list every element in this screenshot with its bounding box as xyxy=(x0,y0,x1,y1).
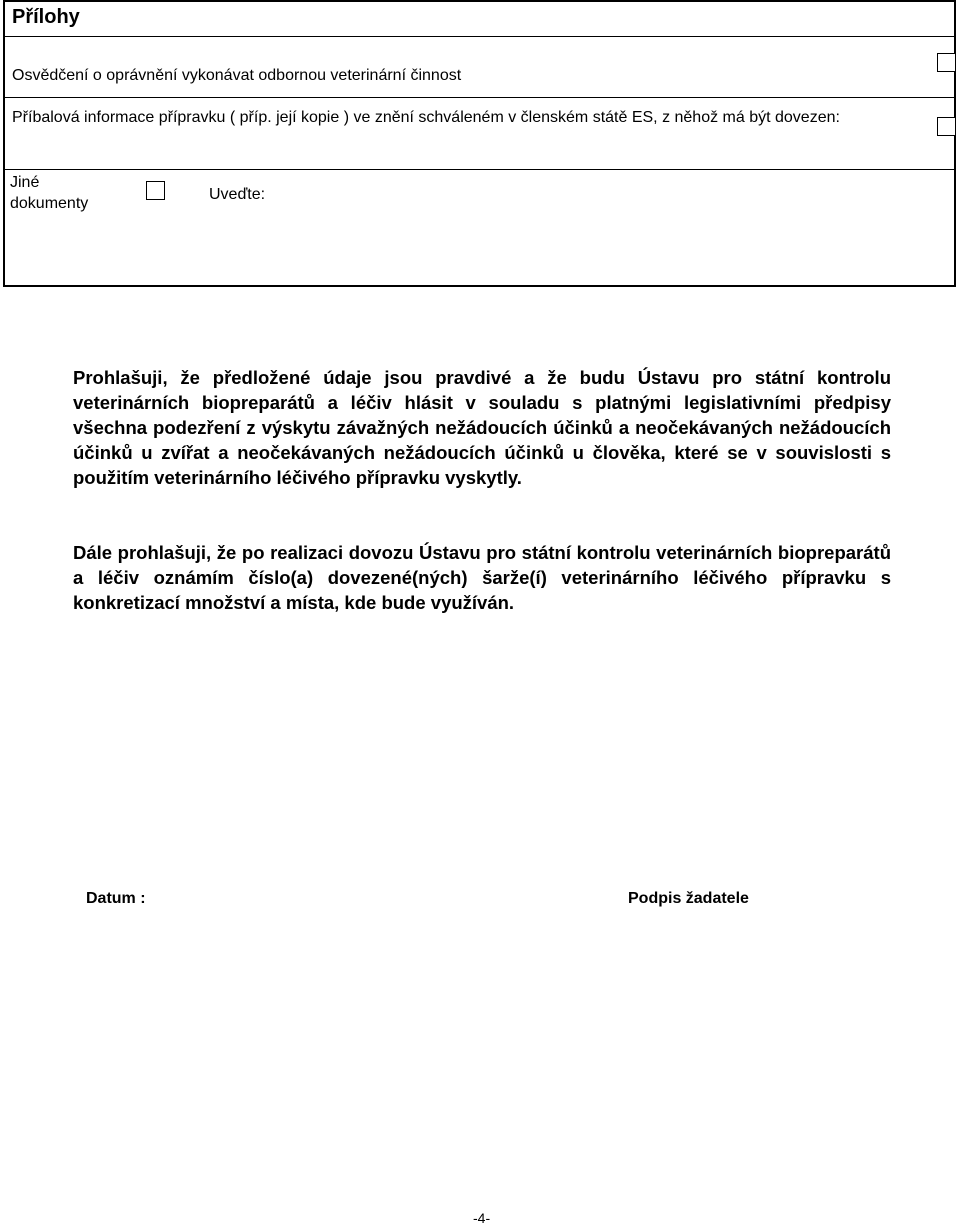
row-divider xyxy=(5,97,954,98)
date-label: Datum : xyxy=(86,890,146,907)
declaration-batch-notice: Dále prohlašuji, že po realizaci dovozu Ústavu pro státní kontrolu veterinárních biopreparátů a léčiv oznámím číslo(a) dovezené(ných) šarže(í) veterinárního léčivého přípravku s konkretizací množství a místa, kde bude využíván. xyxy=(73,542,891,613)
attachment-certificate-checkbox[interactable] xyxy=(937,53,956,72)
attachment-specify-label: Uveďte: xyxy=(209,186,266,203)
attachment-leaflet-label: Příbalová informace přípravku ( příp. její kopie ) ve znění schváleném v členském státě ES, z něhož má být dovezen: xyxy=(12,109,840,126)
row-divider xyxy=(5,169,954,170)
attachment-certificate-label: Osvědčení o oprávnění vykonávat odbornou veterinární činnost xyxy=(12,67,462,84)
declaration-reporting: Prohlašuji, že předložené údaje jsou pravdivé a že budu Ústavu pro státní kontrolu veterinárních biopreparátů a léčiv hlásit v souladu s platnými legislativními předpisy všechna podezření z výskytu závažných nežádoucích účinků a neočekávaných nežádoucích účinků u zvířat a neočekávaných nežádoucích účinků u člověka, které se v souvislosti s použitím veterinárního léčivého přípravku vyskytly. xyxy=(73,367,891,488)
attachment-other-checkbox[interactable] xyxy=(146,181,165,200)
attachment-other-label: Jiné dokumenty xyxy=(10,174,89,212)
page-number: -4- xyxy=(473,1210,491,1226)
attachments-title: Přílohy xyxy=(12,6,80,28)
row-divider xyxy=(5,36,954,37)
attachment-leaflet-checkbox[interactable] xyxy=(937,117,956,136)
attachments-section xyxy=(3,0,956,287)
signature-label: Podpis žadatele xyxy=(628,890,749,907)
